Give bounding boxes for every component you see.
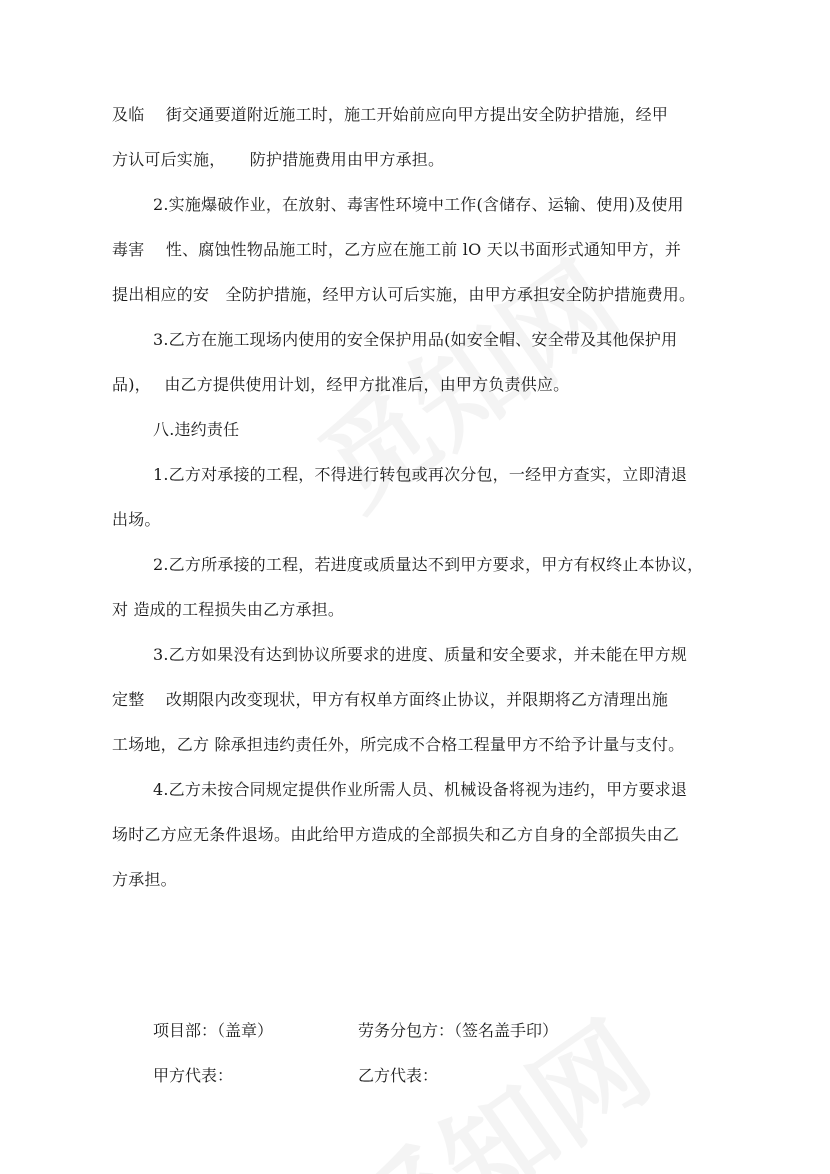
paragraph-line: 1.乙方对承接的工程，不得进行转包或再次分包，一经甲方查实，立即清退 [153,465,688,484]
project-dept-seal-label: 项目部：（盖章） [153,1021,274,1040]
signature-row-1 [112,1020,712,1042]
paragraph-line: 工场地，乙方 除承担违约责任外，所完成不合格工程量甲方不给予计量与支付。 [112,735,685,754]
paragraph-line: 对 造成的工程损失由乙方承担。 [112,600,345,619]
paragraph-line: 3.乙方在施工现场内使用的安全保护用品(如安全帽、安全带及其他保护用 [153,330,678,349]
paragraph-line: 及临 街交通要道附近施工时，施工开始前应向甲方提出安全防护措施，经甲 [112,105,669,124]
paragraph-line: 方认可后实施， 防护措施费用由甲方承担。 [112,150,445,169]
paragraph-line: 提出相应的安 全防护措施，经甲方认可后实施，由甲方承担安全防护措施费用。 [112,285,696,304]
paragraph-line: 方承担。 [112,870,177,889]
signature-row-2 [112,1065,712,1087]
document-body [112,104,712,1110]
party-a-rep-label: 甲方代表： [153,1066,234,1085]
paragraph-line: 毒害 性、腐蚀性物品施工时，乙方应在施工前 lO 天以书面形式通知甲方，并 [112,240,682,259]
paragraph-line: 2.实施爆破作业，在放射、毒害性环境中工作(含储存、运输、使用)及使用 [153,195,684,214]
paragraph-line: 2.乙方所承接的工程，若进度或质量达不到甲方要求，甲方有权终止本协议， [153,555,704,574]
paragraph-line: 3.乙方如果没有达到协议所要求的进度、质量和安全要求，并未能在甲方规 [153,645,688,664]
party-b-rep-label: 乙方代表： [358,1066,439,1085]
paragraph-line: 定整 改期限内改变现状，甲方有权单方面终止协议，并限期将乙方清理出施 [112,690,669,709]
paragraph-line: 场时乙方应无条件退场。由此给甲方造成的全部损失和乙方自身的全部损失由乙 [112,825,680,844]
paragraph-line: 品)， 由乙方提供使用计划，经甲方批准后，由甲方负责供应。 [112,375,570,394]
paragraph-line: 4.乙方未按合同规定提供作业所需人员、机械设备将视为违约，甲方要求退 [153,780,688,799]
section-heading: 八.违约责任 [153,420,240,439]
subcontractor-sign-label: 劳务分包方：（签名盖手印） [358,1021,559,1040]
paragraph-line: 出场。 [112,510,161,529]
